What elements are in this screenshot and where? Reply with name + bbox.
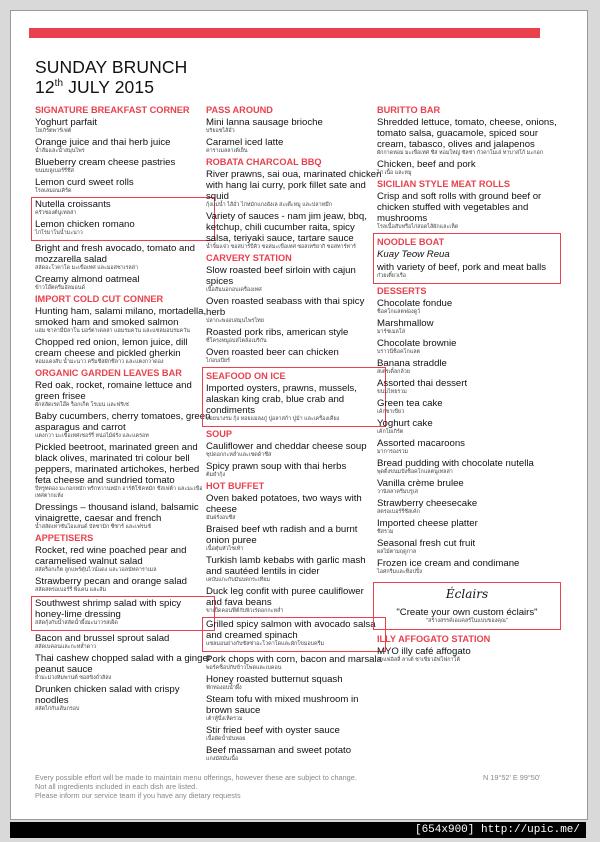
section-heading: SOUP <box>206 429 233 439</box>
menu-item-en: Bread pudding with chocolate nutella <box>377 458 534 469</box>
menu-item <box>206 725 382 743</box>
menu-item-th: บีทรูทดอง มะกอกหมัก พริกหวานหมัก อาร์ติโช้คหมัก ชีสเฟต้า และมะเขือเทศตากแห้ง <box>35 486 203 499</box>
menu-item-th: มาการองรวม <box>377 449 409 455</box>
menu-section <box>202 367 386 427</box>
menu-column-3 <box>377 103 557 666</box>
menu-item-en: Cauliflower and cheddar cheese soup <box>206 441 367 452</box>
menu-item <box>377 262 557 280</box>
menu-item <box>206 461 382 479</box>
menu-item <box>377 159 557 177</box>
menu-item-en: Yoghurt cake <box>377 418 433 429</box>
menu-item-th: วานิลลาครีมบรูเล่ <box>377 489 418 495</box>
menu-item-th: ช็อคโกแลตฟองดูว์ <box>377 309 421 315</box>
menu-item-en: Steam tofu with mixed mushroom in brown sauce <box>206 694 359 716</box>
menu-item-en: Banana straddle <box>377 358 447 369</box>
section-heading: SEAFOOD ON ICE <box>206 371 286 381</box>
menu-date-sup: th <box>54 78 64 90</box>
menu-item <box>377 378 557 396</box>
section-heading: NOODLE BOAT <box>377 237 445 247</box>
menu-item-en: Oven roasted beer can chicken <box>206 347 339 358</box>
menu-item-th: ฟักทองอบน้ำผึ้ง <box>206 685 242 691</box>
column-3-extra <box>377 582 557 664</box>
menu-item-en: Spicy prawn soup with thai herbs <box>206 461 347 472</box>
menu-item <box>206 654 382 672</box>
menu-item-en: Slow roasted beef sirloin with cajun spices <box>206 265 356 287</box>
menu-item-th: แตงกวา มะเขือเทศเชอร์รี่ หน่อไม้ฝรั่ง และแครอท <box>35 433 149 439</box>
menu-section <box>206 253 382 365</box>
menu-item <box>206 524 382 553</box>
menu-item-th: สลัดเบคอนและกะหล่ำดาว <box>35 644 97 650</box>
menu-title <box>35 57 187 97</box>
menu-item-th: บริยอชไส้อั่ว <box>206 128 235 134</box>
menu-item-th: ซุปดอกกะหล่ำและเชดด้าชีส <box>206 452 272 458</box>
menu-item-en: Kuay Teow Reua <box>377 249 450 260</box>
menu-section <box>206 481 382 615</box>
menu-section <box>35 533 211 594</box>
menu-item <box>206 211 382 251</box>
menu-item <box>206 493 382 522</box>
menu-item-th: โรลเลมอนเคิร์ด <box>35 188 72 194</box>
menu-item-th: โยเกิร์ตพาร์เฟต์ <box>35 128 72 134</box>
menu-item <box>35 442 211 500</box>
menu-date-rest: JULY 2015 <box>63 77 155 97</box>
section-heading: ORGANIC GARDEN LEAVES BAR <box>35 368 182 378</box>
menu-item-en: Beef massaman and sweet potato <box>206 745 352 756</box>
menu-item-en: River prawns, sai oua, marinated chicken with hang lai curry, pork fillet sate and squid <box>206 169 382 202</box>
menu-item-en: Chocolate fondue <box>377 298 453 309</box>
menu-item-th: เนื้อตุ๋นหัวไชเท้า <box>206 546 244 552</box>
menu-item-en: Nutella croissants <box>35 199 111 210</box>
menu-item <box>206 586 382 615</box>
menu-item <box>35 380 211 409</box>
menu-item-en: Strawberry cheesecake <box>377 498 478 509</box>
menu-item <box>206 745 382 763</box>
menu-item <box>206 137 382 155</box>
menu-item-en: Braised beef wth radish and a burnt onion puree <box>206 524 358 546</box>
disclaimer <box>35 773 357 800</box>
menu-item-th: สลัดไก่กับเส้นกรอบ <box>35 706 80 712</box>
menu-item <box>206 555 382 584</box>
menu-item-en: Assorted thai dessert <box>377 378 468 389</box>
menu-item-th: เค้กโยเกิร์ต <box>377 429 404 435</box>
menu-item <box>377 518 557 536</box>
menu-date-day: 12 <box>35 77 55 97</box>
menu-item <box>35 502 211 531</box>
menu-item-en: Lemon chicken romano <box>35 219 135 230</box>
section-heading: PASS AROUND <box>206 105 273 115</box>
menu-section <box>35 633 211 713</box>
menu-item <box>206 441 382 459</box>
menu-item-en: Shredded lettuce, tomato, cheese, onions, tomato salsa, guacamole, spiced sour cream, tabasco, olives and jalapenos <box>377 117 557 150</box>
menu-item-en: Imported cheese platter <box>377 518 478 529</box>
menu-item-en: Dressings – thousand island, balsamic vinaigrette, caesar and french <box>35 502 199 524</box>
menu-item <box>35 598 211 627</box>
menu-item <box>35 117 211 135</box>
menu-item-th: ผลไม้ตามฤดูกาล <box>377 549 417 555</box>
menu-item-th: ปลากะพงอบสมุนไพรไทย <box>206 318 264 324</box>
menu-item <box>206 383 382 423</box>
menu-item <box>206 694 382 723</box>
menu-item <box>35 306 211 335</box>
menu-sheet <box>10 10 588 820</box>
menu-item-en: Honey roasted butternut squash <box>206 674 343 685</box>
menu-item-en: Vanilla crème brulee <box>377 478 464 489</box>
menu-item <box>35 684 211 713</box>
section-heading: HOT BUFFET <box>206 481 265 491</box>
menu-item-en: Seasonal fresh cut fruit <box>377 538 476 549</box>
menu-item-th: สลัดอะโวคาโด มะเขือเทศ และมอสซาเรลล่า <box>35 265 139 271</box>
menu-item-en: Strawberry pecan and orange salad <box>35 576 187 587</box>
menu-item-en: Chocolate brownie <box>377 338 457 349</box>
menu-item-th: ไก่อบเบียร์ <box>206 358 230 364</box>
menu-item-en: Hunting ham, salami milano, mortadella, smoked ham and smoked salmon <box>35 306 207 328</box>
menu-item-th: ขนมไทยรวม <box>377 389 407 395</box>
menu-item-th: สเตรเดิ้ลกล้วย <box>377 369 410 375</box>
menu-item <box>377 117 557 157</box>
menu-item <box>377 338 557 356</box>
menu-section <box>206 105 382 155</box>
menu-column-1 <box>35 103 211 715</box>
menu-item-en: Roasted pork ribs, american style <box>206 327 349 338</box>
menu-item-th: มาร์ชเมลโล่ <box>377 329 406 335</box>
menu-item-en: Grilled spicy salmon with avocado salsa and creamed spinach <box>206 619 376 641</box>
menu-item-th: พุดดิ้งขนมปังช็อคโกแลตนูเทลล่า <box>377 469 453 475</box>
menu-item <box>35 633 211 651</box>
menu-item-th: ขาเป็ดคอนฟีต์กับพิวเร่ดอกกะหล่ำ <box>206 608 284 614</box>
section-heading: IMPORT COLD CUT CONNER <box>35 294 164 304</box>
menu-item <box>377 438 557 456</box>
menu-title-line: SUNDAY BRUNCH <box>35 57 188 77</box>
menu-item-en: Red oak, rocket, romaine lettuce and green frisee <box>35 380 192 402</box>
menu-item-en: Stir fried beef with oyster sauce <box>206 725 340 736</box>
menu-section <box>377 105 557 177</box>
menu-section <box>31 596 215 631</box>
menu-item-en: Marshmallow <box>377 318 434 329</box>
menu-item-th: เคบับแกะกับมันบดกระเทียม <box>206 577 270 583</box>
menu-item-en: Creamy almond oatmeal <box>35 274 140 285</box>
menu-item-th: ผักสลัดเรดโอ๊ค ร็อกเก็ต โรเมน และฟริเซ่ <box>35 402 129 408</box>
menu-item-en: with variety of beef, pork and meat balls <box>377 262 547 273</box>
menu-section <box>206 429 382 479</box>
menu-item-en: Bright and fresh avocado, tomato and mozzarella salad <box>35 243 195 265</box>
menu-item <box>206 117 382 135</box>
menu-item-th: หอมแดงสับ น้ำมะนาว ครีมชีสผักชีลาว และแตงกวาดอง <box>35 359 164 365</box>
menu-item <box>377 538 557 556</box>
menu-section <box>31 197 215 241</box>
menu-section <box>206 654 382 763</box>
menu-item-en: Chicken, beef and pork <box>377 159 476 170</box>
menu-item <box>377 298 557 316</box>
image-caption: [654x900] http://upic.me/ <box>10 822 586 838</box>
menu-item <box>377 358 557 376</box>
menu-date <box>35 77 187 97</box>
menu-item-th: สลัดกุ้งกับน้ำสลัดน้ำผึ้งมะนาวรสเผ็ด <box>35 620 118 626</box>
menu-item-th: น้ำส้มและน้ำสมุนไพร <box>35 148 85 154</box>
menu-item-en: Drunken chicken salad with crispy noodles <box>35 684 180 706</box>
menu-item <box>377 478 557 496</box>
affogato-heading: ILLY AFFOGATO STATION <box>377 634 491 644</box>
menu-item-th: ยำมะม่วงหิมพานต์ ซอสขิงถั่วลิสง <box>35 675 112 681</box>
menu-item-th: ครัวซองต์นูเทลล่า <box>35 210 77 216</box>
menu-item-en: Chopped red onion, lemon juice, dill cream cheese and pickled gherkin <box>35 337 188 359</box>
menu-item-en: Yoghurt parfait <box>35 117 98 128</box>
menu-item-en: Frozen ice cream and condimane <box>377 558 520 569</box>
menu-item-th: ซี่โครงหมูอบสไตล์อเมริกัน <box>206 338 267 344</box>
menu-item <box>35 411 211 440</box>
menu-item <box>35 219 211 237</box>
eclairs-thai: "สร้างสรรค์เอแคลร์ในแบบของคุณ" <box>426 618 508 624</box>
menu-item-th: เนื้อสันนอกอบเครื่องเทศ <box>206 287 262 293</box>
menu-item-en: MYO illy café affogato <box>377 646 471 657</box>
section-heading: APPETISERS <box>35 533 94 543</box>
menu-item <box>35 177 211 195</box>
menu-item <box>35 576 211 594</box>
menu-item-en: Assorted macaroons <box>377 438 465 449</box>
menu-section <box>35 294 211 366</box>
menu-item-en: Pickled beetroot, marinated green and black olives, marinated tri colour bell peppers, marinated artichokes, herbed feta cheese and sundried tomato <box>35 442 200 486</box>
menu-item-th: สตรอเบอร์รี่ชีสเค้ก <box>377 509 420 515</box>
menu-item <box>206 169 382 209</box>
section-heading: DESSERTS <box>377 286 427 296</box>
disclaimer-line-1: Every possible effort will be made to maintain menu offerings, however these are subject to change. <box>35 773 357 782</box>
menu-item <box>377 498 557 516</box>
section-heading: ROBATA CHARCOAL BBQ <box>206 157 322 167</box>
disclaimer-line-3: Please inform our service team if you have any dietary requests <box>35 791 241 800</box>
menu-item-en: Oven baked potatoes, two ways with cheese <box>206 493 362 515</box>
menu-item-th: น้ำจิ้มแจ่ว ซอสบาร์บีคิว ซอสมะเขือเทศ ซอสเทริยากิ ซอสทาร์ทาร์ <box>206 244 356 250</box>
menu-item <box>206 327 382 345</box>
menu-item-th: กุ้งแม่น้ำ ไส้อั่ว ไก่หมักแกงฮังเล สะเต๊ะหมู และปลาหมึก <box>206 202 333 208</box>
menu-item-en: Baby cucumbers, cherry tomatoes, green asparagus and carrot <box>35 411 211 433</box>
menu-item-th: ผักกาดหอม มะเขือเทศ ชีส หอมใหญ่ ซัลซ่า กัวคาโมเล่ ทาบาสโก้ มะกอก <box>377 150 544 156</box>
menu-item <box>377 398 557 416</box>
menu-section <box>35 243 211 292</box>
menu-item <box>35 545 211 574</box>
menu-item <box>35 157 211 175</box>
menu-item-th: แฮม ซาลามี่มิลาโน มอร์ตาเดลล่า แฮมรมควัน และแซลมอนรมควัน <box>35 328 190 334</box>
eclairs-logo: Éclairs <box>445 587 489 601</box>
menu-item <box>377 418 557 436</box>
eclairs-box <box>373 582 561 630</box>
menu-item-en: Imported oysters, prawns, mussels, alaskan king crab, blue crab and condiments <box>206 383 357 416</box>
menu-section <box>202 617 386 652</box>
menu-item-en: Southwest shrimp salad with spicy honey-lime dressing <box>35 598 182 620</box>
menu-item-th: แกงมัสมั่นเนื้อ <box>206 756 239 762</box>
menu-item-th: สลัดร็อกเก็ต ลูกแพร์ตุ๋นไวน์แดง และวอลนัทคาราเมล <box>35 567 157 573</box>
coordinates: N 19°52' E 99°50' <box>483 773 541 782</box>
menu-item <box>206 347 382 365</box>
menu-item-th: เนื้อผัดน้ำมันหอย <box>206 736 246 742</box>
menu-item <box>377 191 557 231</box>
menu-item-en: Oven roasted seabass with thai spicy herb <box>206 296 365 318</box>
menu-item <box>377 646 557 664</box>
menu-item-th: สลัดสตรอเบอร์รี่ พีแคน และส้ม <box>35 587 107 593</box>
menu-item <box>35 274 211 292</box>
menu-item-th: หอยนางรม กุ้ง หอยแมลงภู่ ปูอลาสก้า ปูม้า และเครื่องเคียง <box>206 416 340 422</box>
menu-item-th: พอร์คช็อปกับข้าวโพดและเบคอน <box>206 665 282 671</box>
menu-section <box>377 286 557 576</box>
menu-item <box>377 249 557 260</box>
menu-item-th: บราวนี่ช็อคโกแลต <box>377 349 420 355</box>
menu-item-th: คาราเมลลาเต้เย็น <box>206 148 248 154</box>
menu-item <box>206 296 382 325</box>
menu-item-en: Lemon curd sweet rolls <box>35 177 134 188</box>
menu-item-en: Turkish lamb kebabs with garlic mash and sautéed lentils in cider <box>206 555 366 577</box>
menu-item-th: ต้มยำกุ้ง <box>206 472 226 478</box>
eclairs-tagline: "Create your own custom éclairs" <box>396 607 538 618</box>
menu-item-th: กาแฟอิลลี่ ลาเต้ ชาเขียวอัฟโฟกาโต้ <box>377 657 460 663</box>
menu-item <box>35 653 211 682</box>
header-accent-bar <box>29 28 540 38</box>
menu-item <box>206 619 382 648</box>
menu-item-en: Pork chops with corn, bacon and marsala <box>206 654 382 665</box>
disclaimer-line-2: Not all ingredients included in each dish are listed. <box>35 782 198 791</box>
menu-item-th: เค้กชาเขียว <box>377 409 405 415</box>
menu-item <box>35 199 211 217</box>
menu-item <box>35 337 211 366</box>
menu-item-en: Variety of sauces - nam jim jeaw, bbq, ketchup, chili cucumber raita, spicy salsa, teriyaki sauce, tartare sauce <box>206 211 367 244</box>
menu-item-en: Bacon and brussel sprout salad <box>35 633 170 644</box>
menu-item-en: Orange juice and thai herb juice <box>35 137 171 148</box>
menu-item-th: ไอศกรีมและท็อปปิ้ง <box>377 569 423 575</box>
menu-item-th: ชีสรวม <box>377 529 394 535</box>
menu-item-en: Duck leg confit with puree cauliflower and fava beans <box>206 586 364 608</box>
menu-item-en: Mini lanna sausage brioche <box>206 117 323 128</box>
section-heading: CARVERY STATION <box>206 253 292 263</box>
menu-item-en: Crisp and soft rolls with ground beef or chicken stuffed with vegetables and mushrooms <box>377 191 542 224</box>
section-heading: BURITTO BAR <box>377 105 441 115</box>
menu-section <box>35 368 211 531</box>
menu-item-th: ก๋วยเตี๋ยวเรือ <box>377 273 406 279</box>
menu-section <box>373 233 561 284</box>
menu-item-th: น้ำสลัดเทาซันไอแลนด์ บัลซามิก ซีซาร์ และเฟรนช์ <box>35 524 152 530</box>
menu-item-th: แซลมอนย่างกับซัลซ่าอะโวคาโดและผักโขมอบครีม <box>206 641 325 647</box>
section-heading: SICILIAN STYLE MEAT ROLLS <box>377 179 511 189</box>
menu-item-en: Green tea cake <box>377 398 443 409</box>
menu-item <box>377 458 557 476</box>
menu-item <box>35 243 211 272</box>
menu-section <box>35 105 211 195</box>
menu-item <box>206 674 382 692</box>
menu-item-th: ไก่ เนื้อ และหมู <box>377 170 412 176</box>
menu-item <box>377 558 557 576</box>
menu-item-en: Caramel iced latte <box>206 137 284 148</box>
menu-item-th: ขนมบลูเบอร์รี่ชีส <box>35 168 74 174</box>
menu-section <box>206 157 382 251</box>
menu-item-en: Blueberry cream cheese pastries <box>35 157 176 168</box>
menu-item-th: ไก่โรมาโนน้ำมะนาว <box>35 230 83 236</box>
menu-item-th: มันฝรั่งอบชีส <box>206 515 236 521</box>
menu-item-th: โรลเนื้อสับหรือไก่สอดไส้ผักและเห็ด <box>377 224 459 230</box>
menu-item-en: Rocket, red wine poached pear and caramelised walnut salad <box>35 545 187 567</box>
menu-item <box>35 137 211 155</box>
menu-item-th: เต้าหู้นึ่งเห็ดรวม <box>206 716 243 722</box>
menu-section <box>377 179 557 231</box>
menu-item <box>377 318 557 336</box>
menu-item-th: ข้าวโอ๊ตครีมอัลมอนด์ <box>35 285 85 291</box>
menu-item <box>206 265 382 294</box>
menu-item-en: Thai cashew chopped salad with a ginger peanut sauce <box>35 653 211 675</box>
section-heading: SIGNATURE BREAKFAST CORNER <box>35 105 190 115</box>
menu-column-2 <box>206 103 382 765</box>
